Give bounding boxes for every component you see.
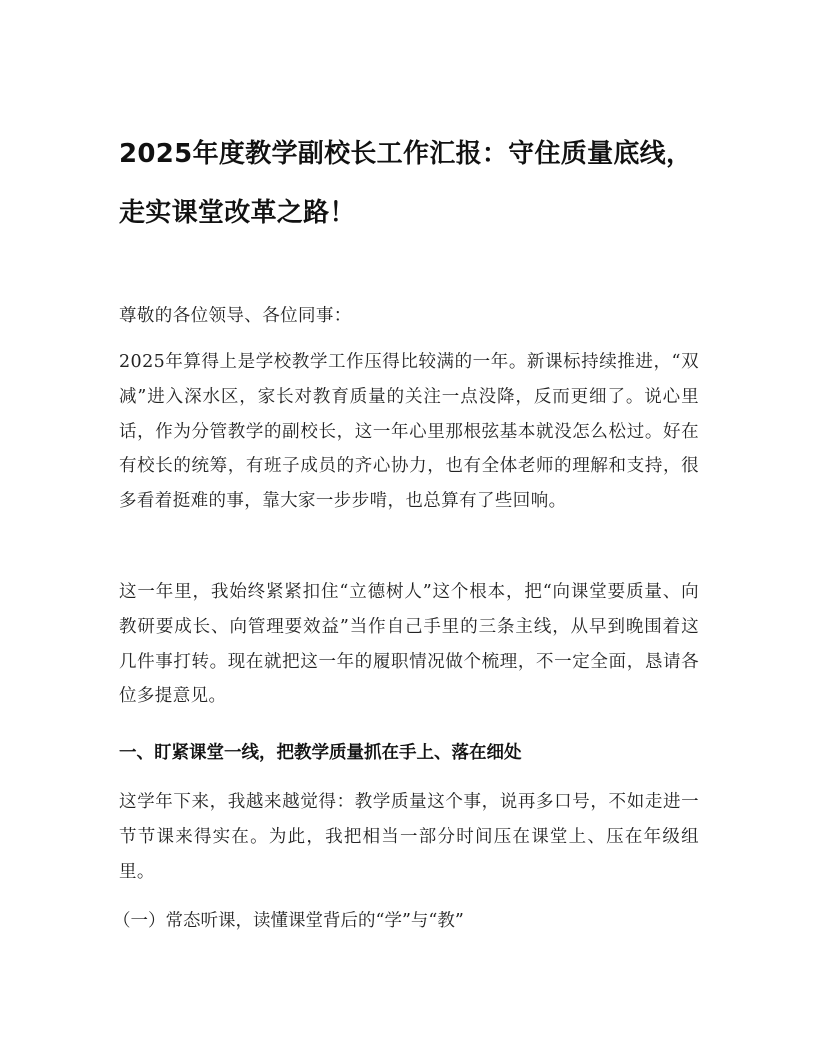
document-title: 2025年度教学副校长工作汇报：守住质量底线，走实课堂改革之路！ [119, 139, 693, 228]
section-heading-1: 一、盯紧课堂一线，把教学质量抓在手上、落在细处 [119, 743, 522, 763]
subheading-1-1: （一）常态听课，读懂课堂背后的“学”与“教” [113, 911, 464, 931]
paragraph-2: 这一年里，我始终紧紧扣住“立德树人”这个根本，把“向课堂要质量、向教研要成长、向管理要效益”当作自己手里的三条主线，从早到晚围着这几件事打转。现在就把这一年的履职情况做个梳理，不一定全面，恳请各位多提意见。 [119, 582, 699, 707]
section-1-paragraph: 这学年下来，我越来越觉得：教学质量这个事，说再多口号，不如走进一节节课来得实在。为此，我把相当一部分时间压在课堂上、压在年级组里。 [119, 792, 699, 882]
salutation: 尊敬的各位领导、各位同事： [119, 306, 352, 326]
paragraph-1: 2025年算得上是学校教学工作压得比较满的一年。新课标持续推进，“双减”进入深水区，家长对教育质量的关注一点没降，反而更细了。说心里话，作为分管教学的副校长，这一年心里那根弦基本就没怎么松过。好在有校长的统筹，有班子成员的齐心协力，也有全体老师的理解和支持，很多看着挺难的事，靠大家一步步啃，也总算有了些回响。 [119, 352, 699, 512]
